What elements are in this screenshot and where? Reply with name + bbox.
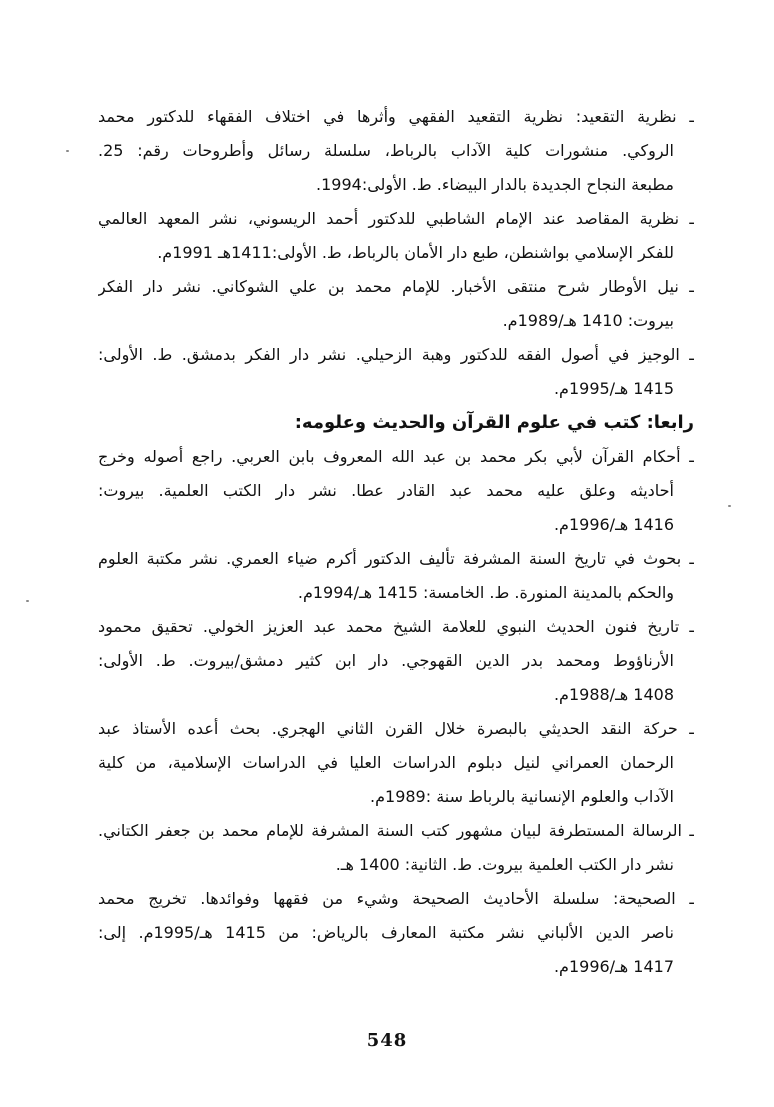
bibliography-text bbox=[98, 100, 694, 984]
entry-line: مطبعة النجاح الجديدة بالدار البيضاء. ط. الأولى:1994. bbox=[316, 175, 674, 194]
section-heading: رابعا: كتب في علوم القرآن والحديث وعلومه: bbox=[294, 412, 694, 433]
page-number: 548 bbox=[366, 1030, 408, 1051]
entry-line: ـ نظرية التقعيد: نظرية التقعيد الفقهي وأثرها في اختلاف الفقهاء للدكتور محمد bbox=[98, 107, 694, 126]
entry-line: ـ أحكام القرآن لأبي بكر محمد بن عبد الله المعروف بابن العربي. راجع أصوله وخرج bbox=[98, 447, 694, 466]
entry-line: 1415 هـ/1995م. bbox=[553, 379, 674, 398]
entry-line: 1408 هـ/1988م. bbox=[553, 685, 674, 704]
entry-line: ـ نظرية المقاصد عند الإمام الشاطبي للدكتور أحمد الريسوني، نشر المعهد العالمي bbox=[98, 209, 694, 228]
entry-line: ـ الوجيز في أصول الفقه للدكتور وهبة الزحيلي. نشر دار الفكر بدمشق. ط. الأولى: bbox=[98, 345, 694, 364]
entry-line: ـ نيل الأوطار شرح منتقى الأخبار. للإمام محمد بن علي الشوكاني. نشر دار الفكر bbox=[98, 277, 694, 296]
entry-line: الرحمان العمراني لنيل دبلوم الدراسات العليا في الدراسات الإسلامية، من كلية bbox=[98, 753, 674, 772]
scan-speck bbox=[26, 600, 29, 602]
entry-line: للفكر الإسلامي بواشنطن، طبع دار الأمان بالرباط، ط. الأولى:1411هـ 1991م. bbox=[157, 243, 674, 262]
entry-line: والحكم بالمدينة المنورة. ط. الخامسة: 1415 هـ/1994م. bbox=[297, 583, 674, 602]
entry-line: الأرناؤوط ومحمد بدر الدين القهوجي. دار ابن كثير دمشق/بيروت. ط. الأولى: bbox=[98, 651, 674, 670]
entry-line: الروكي. منشورات كلية الآداب بالرباط، سلسلة رسائل وأطروحات رقم: 25. bbox=[98, 141, 674, 160]
entry-line: ناصر الدين الألباني نشر مكتبة المعارف بالرياض: من 1415 هـ/1995م. إلى: bbox=[98, 923, 674, 942]
entry-line: أحاديثه وعلق عليه محمد عبد القادر عطا. نشر دار الكتب العلمية. بيروت: bbox=[98, 481, 674, 500]
entry-line: ـ تاريخ فنون الحديث النبوي للعلامة الشيخ محمد عبد العزيز الخولي. تحقيق محمود bbox=[98, 617, 694, 636]
entry-line: 1417 هـ/1996م. bbox=[553, 957, 674, 976]
entry-line: 1416 هـ/1996م. bbox=[553, 515, 674, 534]
entry-line: بيروت: 1410 هـ/1989م. bbox=[502, 311, 674, 330]
scan-speck bbox=[66, 150, 69, 152]
scan-speck bbox=[728, 505, 731, 507]
entry-line: ـ الصحيحة: سلسلة الأحاديث الصحيحة وشيء من فقهها وفوائدها. تخريج محمد bbox=[98, 889, 694, 908]
entry-line: الآداب والعلوم الإنسانية بالرباط سنة :1989م. bbox=[370, 787, 674, 806]
entry-line: ـ الرسالة المستطرفة لبيان مشهور كتب السنة المشرفة للإمام محمد بن جعفر الكتاني. bbox=[98, 821, 694, 840]
entry-line: ـ بحوث في تاريخ السنة المشرفة تأليف الدكتور أكرم ضياء العمري. نشر مكتبة العلوم bbox=[98, 549, 694, 568]
entry-line: نشر دار الكتب العلمية بيروت. ط. الثانية: 1400 هـ. bbox=[335, 855, 674, 874]
entry-line: ـ حركة النقد الحديثي بالبصرة خلال القرن الثاني الهجري. بحث أعده الأستاذ عبد bbox=[98, 719, 694, 738]
